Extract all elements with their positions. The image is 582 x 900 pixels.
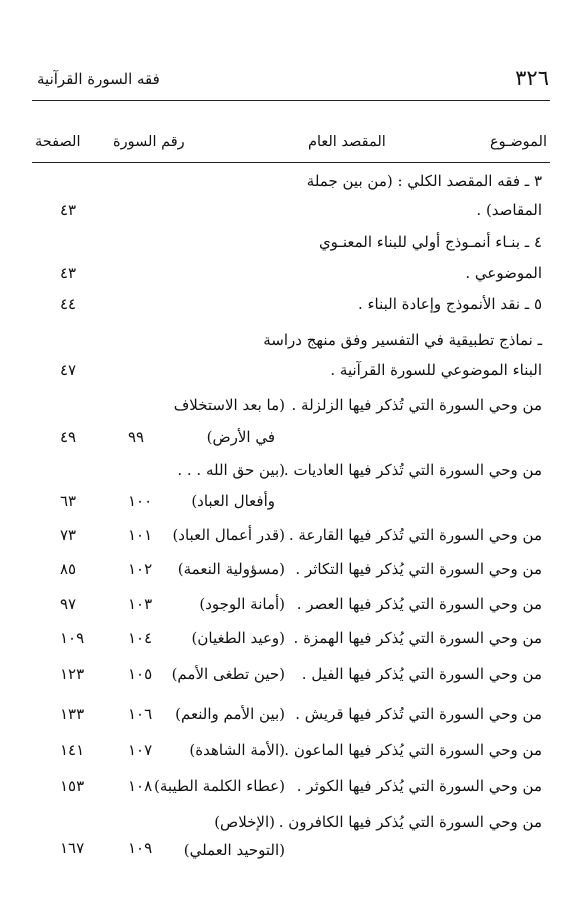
- toc-page: ٩٧: [60, 595, 77, 613]
- toc-topic-line: من وحي السورة التي يُذكر فيها الكافرون .: [278, 813, 542, 831]
- toc-purpose-line: (بين حق الله . . .: [177, 461, 285, 479]
- running-title: فقه السورة القرآنية: [37, 70, 160, 88]
- toc-purpose-line: (مسؤولية النعمة): [177, 560, 285, 578]
- toc-page: ٤٧: [60, 361, 77, 379]
- toc-page: ١٥٣: [60, 777, 85, 795]
- toc-purpose-line: (أمانة الوجود): [199, 595, 285, 613]
- columns-rule: [32, 162, 550, 163]
- toc-purpose-line: (التوحيد العملي): [183, 841, 285, 859]
- toc-surah-number: ١٠٧: [128, 741, 153, 759]
- toc-page: ٤٤: [60, 295, 77, 313]
- toc-purpose-line: (عطاء الكلمة الطيبة): [154, 777, 285, 795]
- col-purpose-header: المقصد العام: [308, 134, 386, 150]
- toc-topic-line: من وحي السورة التي تُذكر فيها قريش .: [295, 705, 542, 723]
- toc-purpose-line: (قدر أعمال العباد): [172, 526, 285, 544]
- toc-purpose-line: (حين تطغى الأمم): [171, 665, 285, 683]
- toc-purpose-line: (الإخلاص): [214, 813, 275, 831]
- toc-page: ١٠٩: [60, 629, 85, 647]
- toc-page: ٤٣: [60, 264, 77, 282]
- toc-page: ١٤١: [60, 741, 85, 759]
- toc-surah-number: ١٠٨: [128, 777, 153, 795]
- header-rule: [32, 100, 550, 101]
- toc-purpose-line: (ما بعد الاستخلاف: [173, 396, 285, 414]
- toc-topic-line: ـ نماذج تطبيقية في التفسير وفق منهج دراسة: [263, 331, 542, 349]
- page-number: ٣٢٦: [515, 66, 549, 90]
- toc-surah-number: ٩٩: [128, 428, 145, 446]
- toc-topic-line: البناء الموضوعي للسورة القرآنية .: [330, 361, 542, 379]
- toc-page: ١٦٧: [60, 839, 85, 857]
- toc-surah-number: ١٠٣: [128, 595, 153, 613]
- toc-page: ٨٥: [60, 560, 77, 578]
- toc-topic-line: من وحي السورة التي يُذكر فيها الكوثر .: [296, 777, 542, 795]
- toc-page: ١٣٣: [60, 705, 85, 723]
- toc-page: ٤٣: [60, 201, 77, 219]
- toc-purpose-line: (بين الأمم والنعم): [175, 705, 285, 723]
- toc-page: ١٢٣: [60, 665, 85, 683]
- toc-topic-line: ٣ ـ فقه المقصد الكلي : (من بين جملة: [306, 172, 542, 190]
- toc-surah-number: ١٠٠: [128, 492, 153, 510]
- toc-topic-line: من وحي السورة التي يُذكر فيها الهمزة .: [293, 629, 542, 647]
- toc-surah-number: ١٠٢: [128, 560, 153, 578]
- toc-purpose-line: في الأرض): [206, 428, 275, 446]
- col-page-header: الصفحة: [35, 134, 81, 150]
- toc-surah-number: ١٠١: [128, 526, 153, 544]
- toc-page: ٤٩: [60, 428, 77, 446]
- toc-surah-number: ١٠٦: [128, 705, 153, 723]
- toc-topic-line: الموضوعي .: [465, 264, 542, 282]
- toc-topic-line: من وحي السورة التي يُذكر فيها التكاثر .: [295, 560, 542, 578]
- toc-surah-number: ١٠٩: [128, 839, 153, 857]
- toc-topic-line: من وحي السورة التي تُذكر فيها القارعة .: [288, 526, 542, 544]
- toc-surah-number: ١٠٤: [128, 629, 153, 647]
- toc-purpose-line: (الأمة الشاهدة): [189, 741, 285, 759]
- toc-topic-line: من وحي السورة التي تُذكر فيها الزلزلة .: [291, 396, 542, 414]
- toc-topic-line: من وحي السورة التي يُذكر فيها الماعون .: [284, 741, 542, 759]
- toc-surah-number: ١٠٥: [128, 665, 153, 683]
- toc-topic-line: من وحي السورة التي يُذكر فيها الفيل .: [301, 665, 542, 683]
- toc-topic-line: ٥ ـ نقد الأنموذج وإعادة البناء .: [357, 295, 542, 313]
- toc-page: ٧٣: [60, 526, 77, 544]
- toc-topic-line: ٤ ـ بنـاء أنمـوذج أولي للبناء المعنـوي: [318, 233, 542, 251]
- toc-purpose-line: (وعيد الطغيان): [191, 629, 285, 647]
- toc-topic-line: من وحي السورة التي تُذكر فيها العاديات .: [283, 461, 542, 479]
- toc-purpose-line: وأفعال العباد): [191, 492, 275, 510]
- col-surah-header: رقم السورة: [113, 134, 185, 150]
- toc-topic-line: من وحي السورة التي يُذكر فيها العصر .: [296, 595, 542, 613]
- col-topic-header: الموضـوع: [489, 134, 547, 150]
- toc-topic-line: المقاصد) .: [476, 201, 542, 219]
- toc-page: ٦٣: [60, 492, 77, 510]
